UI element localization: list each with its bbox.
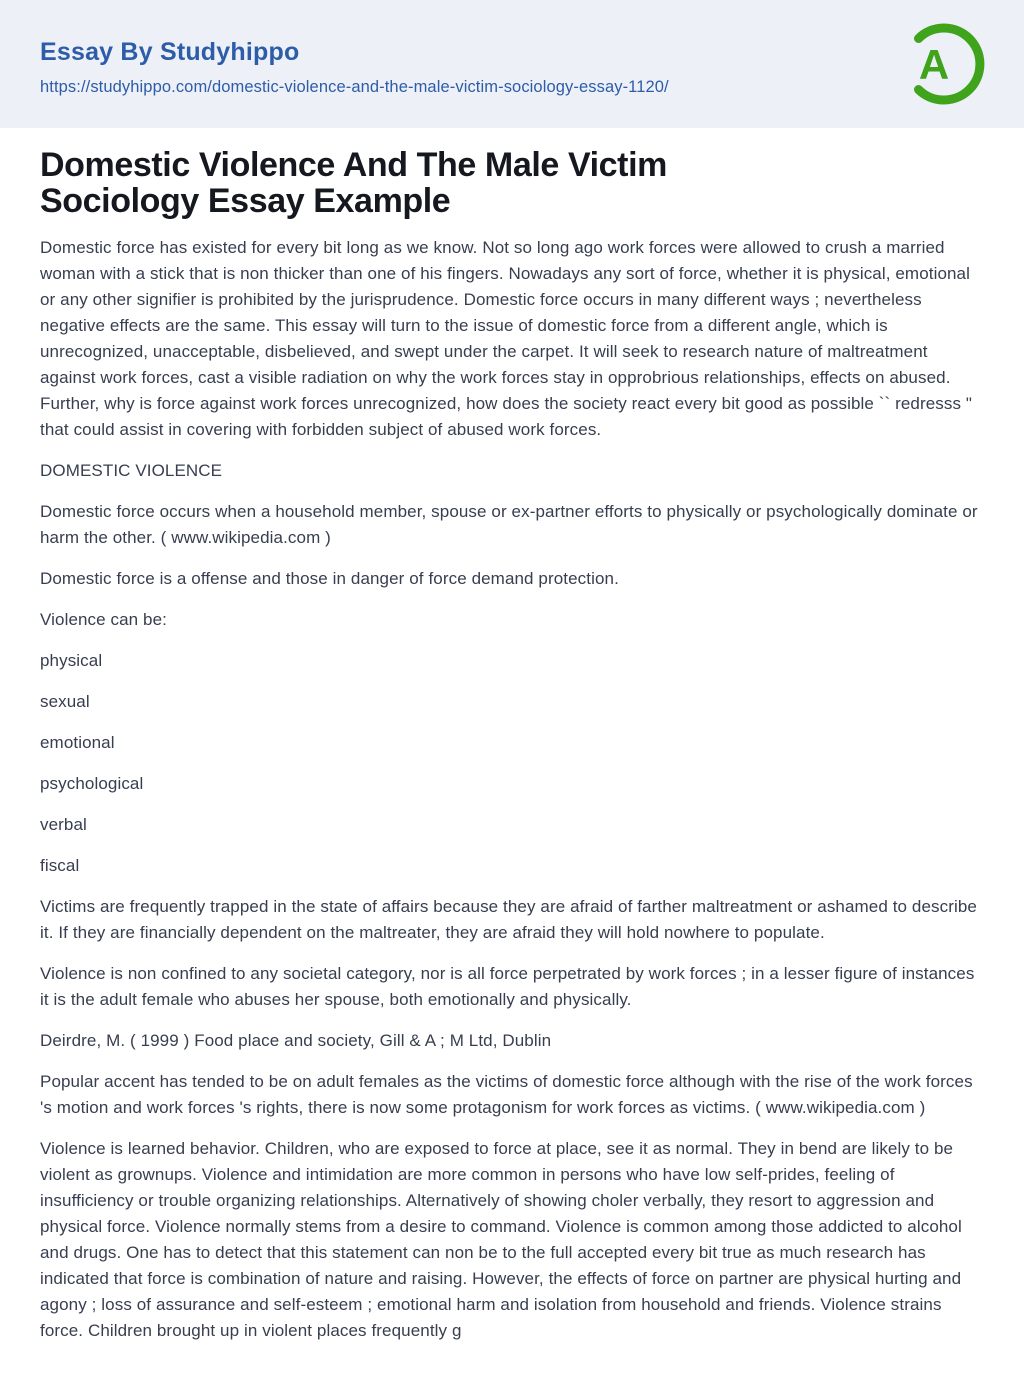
essay-paragraph: Popular accent has tended to be on adult females as the victims of domestic force although with the rise of the work forces 's motion and work forces 's rights, there is now some protagonism for work forces as victims. ( www.wikipedia.com ) <box>40 1072 973 1118</box>
essay-paragraph: Violence can be: <box>40 610 167 630</box>
essay-paragraph: Deirdre, M. ( 1999 ) Food place and society, Gill & A ; M Ltd, Dublin <box>40 1031 552 1051</box>
page-title-line-1: Domestic Violence And The Male Victim <box>40 146 667 184</box>
essay-paragraph: sexual <box>40 692 90 712</box>
essay-paragraph: Victims are frequently trapped in the state of affairs because they are afraid of farther maltreatment or ashamed to describe it. If they are financially dependent on the maltreater, they are afraid they will hold nowhere to populate. <box>40 897 977 943</box>
essay-content <box>0 128 1024 1344</box>
logo-letter: A <box>918 41 950 88</box>
studyhippo-logo-icon[interactable] <box>902 22 986 106</box>
essay-paragraph: emotional <box>40 733 115 753</box>
essay-paragraph: Violence is non confined to any societal category, nor is all force perpetrated by work forces ; in a lesser figure of instances it is the adult female who abuses her spouse, both emotionally and physically. <box>40 964 975 1010</box>
header-text-block <box>40 31 669 97</box>
essay-paragraph: Domestic force has existed for every bit long as we know. Not so long ago work forces were allowed to crush a married woman with a stick that is non thicker than one of his fingers. Nowadays any sort of force, whether it is physical, emotional or any other signifier is prohibited by the jurisprudence. Domestic force occurs in many different ways ; nevertheless negative effects are the same. This essay will turn to the issue of domestic force from a different angle, which is unrecognized, unacceptable, disbelieved, and swept under the carpet. It will seek to research nature of maltreatment against work forces, cast a visible radiation on why the work forces stay in opprobrious relationships, effects on abused. Further, why is force against work forces unrecognized, how does the society react every bit good as possible `` redresss " that could assist in covering with forbidden subject of abused work forces. <box>40 238 973 440</box>
page-title <box>40 148 984 219</box>
site-title-link[interactable]: Essay By Studyhippo <box>40 38 300 67</box>
essay-paragraph: fiscal <box>40 856 80 876</box>
essay-paragraph: verbal <box>40 815 87 835</box>
page-title-line-2: Sociology Essay Example <box>40 181 451 220</box>
essay-paragraph: physical <box>40 651 103 671</box>
essay-paragraph: psychological <box>40 774 144 794</box>
essay-url-link[interactable]: https://studyhippo.com/domestic-violence-and-the-male-victim-sociology-essay-1120/ <box>40 77 669 96</box>
essay-body <box>40 235 984 1344</box>
essay-paragraph: Domestic force is a offense and those in danger of force demand protection. <box>40 569 619 589</box>
essay-paragraph: DOMESTIC VIOLENCE <box>40 461 223 481</box>
essay-paragraph: Violence is learned behavior. Children, who are exposed to force at place, see it as normal. They in bend are likely to be violent as grownups. Violence and intimidation are more common in persons who have low self-prides, feeling of insufficiency or trouble organizing relationships. Alternatively of showing choler verbally, they resort to aggression and physical force. Violence normally stems from a desire to command. Violence is common among those addicted to alcohol and drugs. One has to detect that this statement can non be to the full accepted every bit true as much research has indicated that force is combination of nature and raising. However, the effects of force on partner are physical hurting and agony ; loss of assurance and self-esteem ; emotional harm and isolation from household and friends. Violence strains force. Children brought up in violent places frequently g <box>40 1139 962 1341</box>
site-header <box>0 0 1024 128</box>
essay-paragraph: Domestic force occurs when a household member, spouse or ex-partner efforts to physically or psychologically dominate or harm the other. ( www.wikipedia.com ) <box>40 502 978 548</box>
